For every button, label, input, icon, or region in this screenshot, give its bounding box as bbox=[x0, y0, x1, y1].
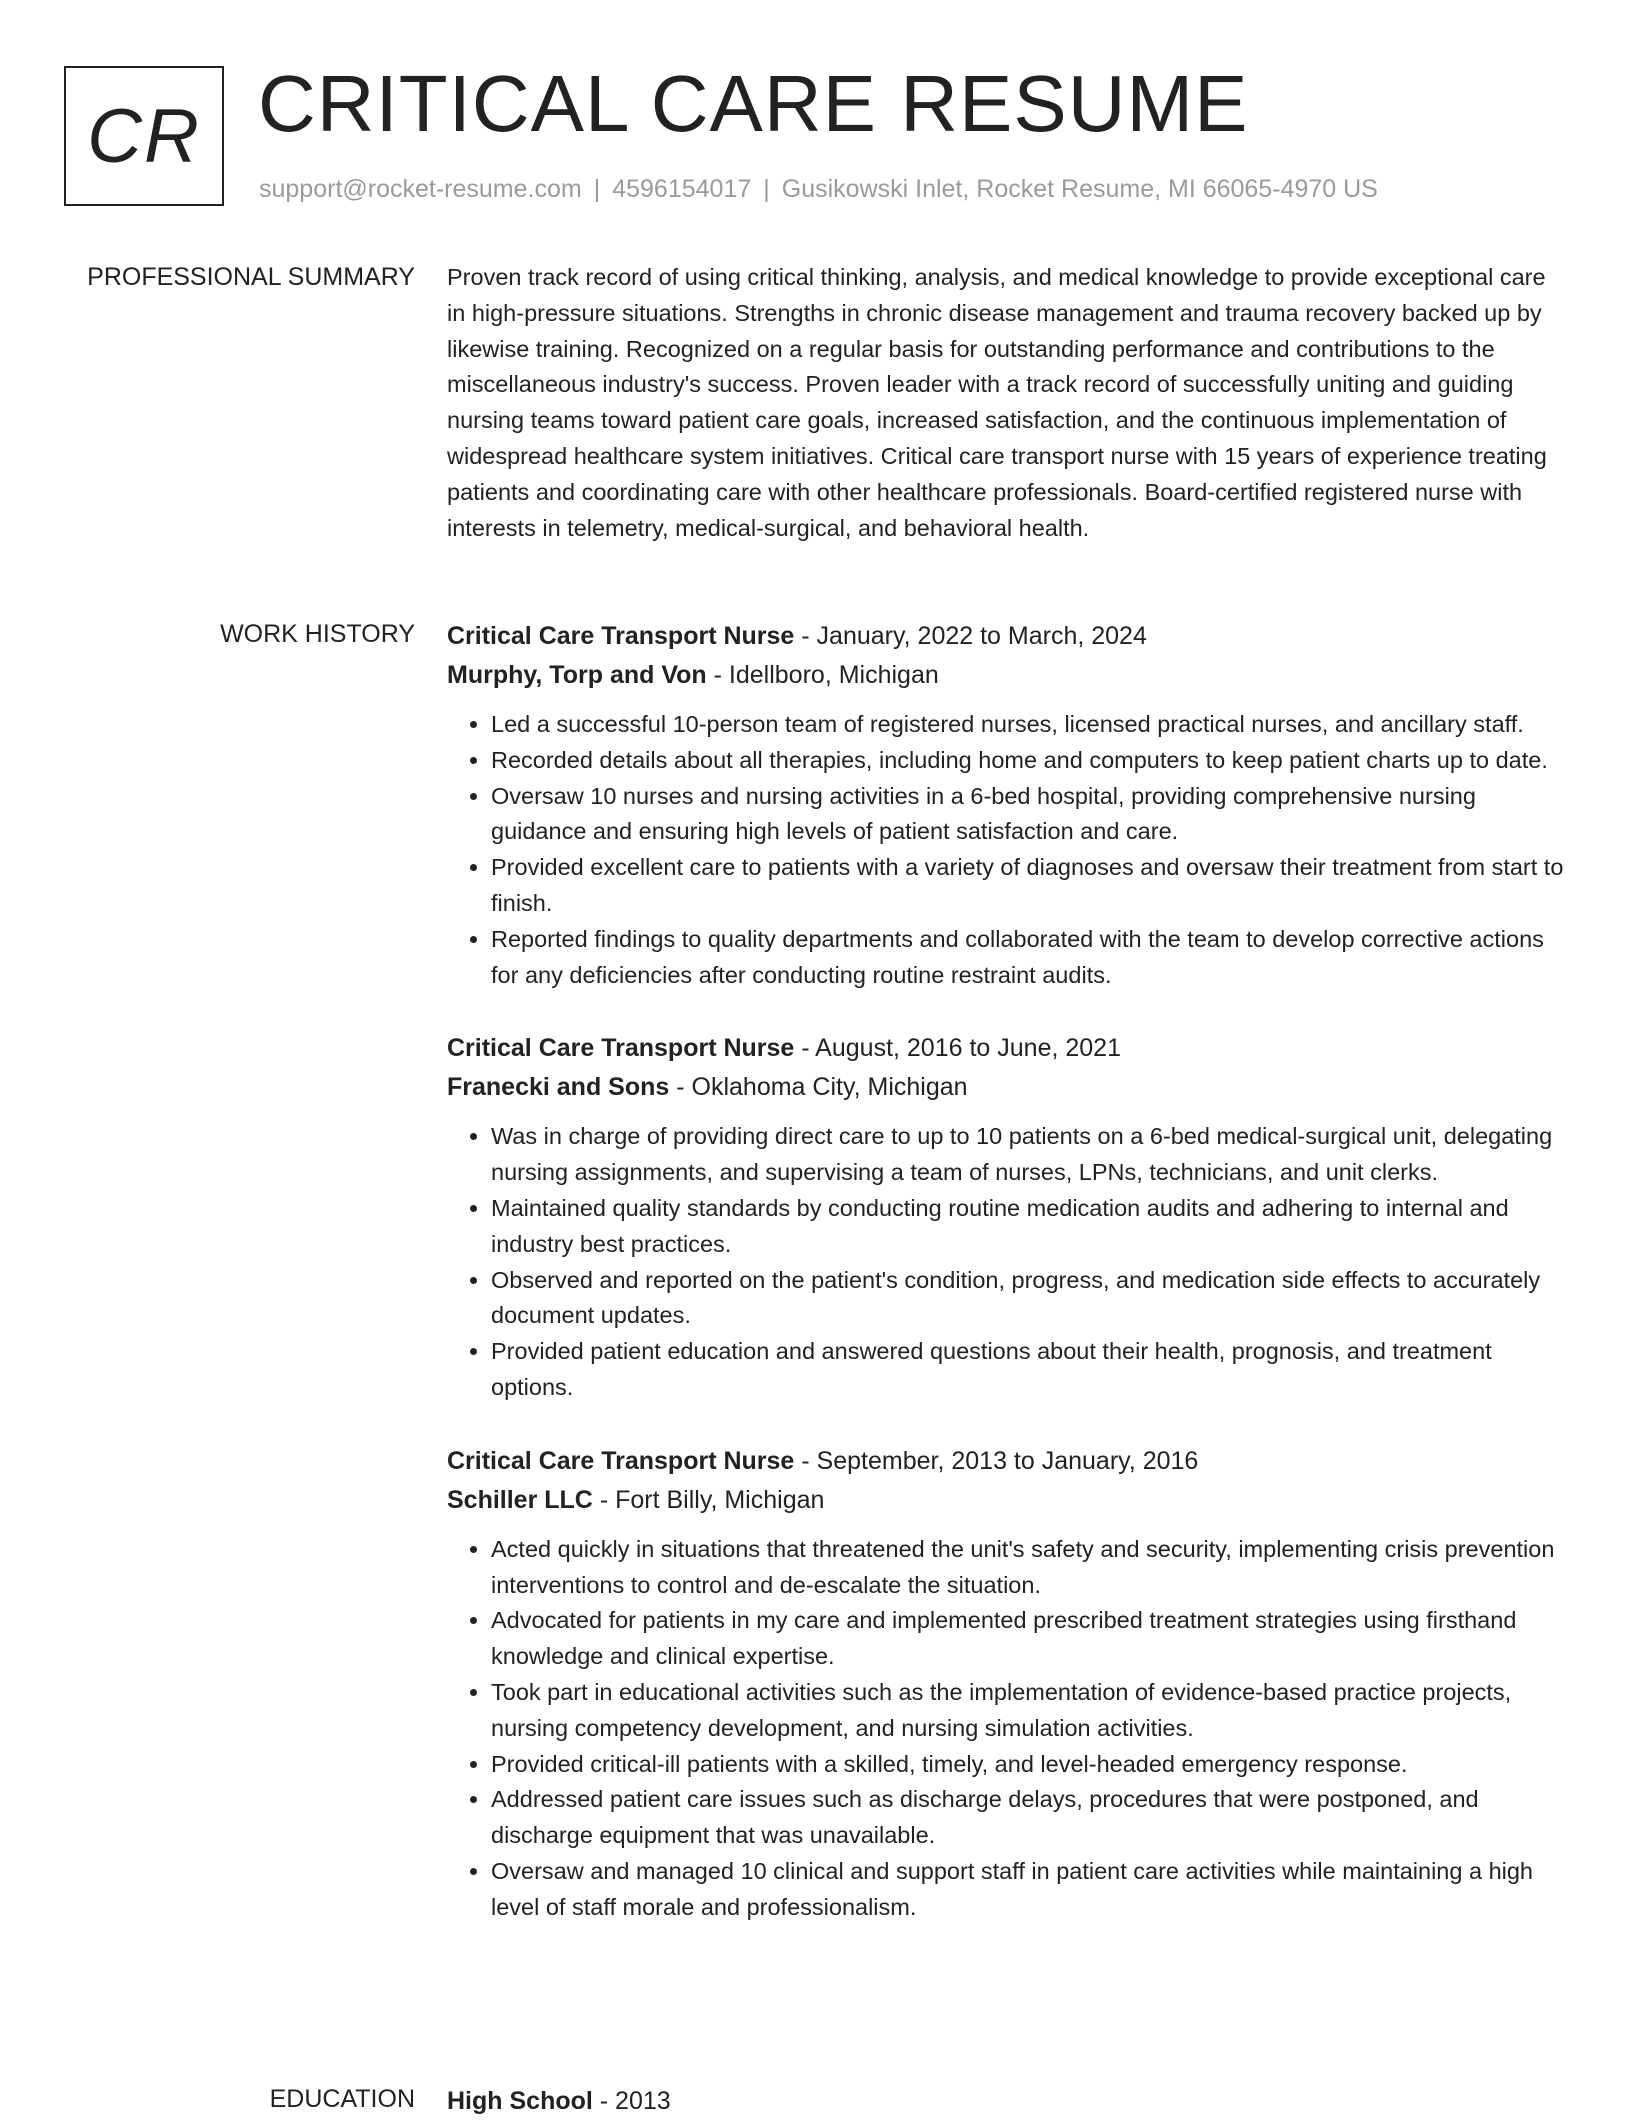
job-entry bbox=[447, 617, 1567, 993]
job-title-line bbox=[447, 1442, 1567, 1481]
contact-phone[interactable]: 4596154017 bbox=[612, 175, 752, 203]
job-entry bbox=[447, 1442, 1567, 1926]
job-company-line bbox=[447, 656, 1567, 695]
job-bullet: • Led a successful 10-person team of registered nurses, licensed practical nurses, and ancillary staff. bbox=[491, 707, 1567, 743]
job-bullet: • Provided critical-ill patients with a skilled, timely, and level-headed emergency response. bbox=[491, 1747, 1567, 1783]
job-bullet: • Maintained quality standards by conducting routine medication audits and adhering to internal and industry best practices. bbox=[491, 1191, 1567, 1263]
job-dates: - September, 2013 to January, 2016 bbox=[794, 1446, 1199, 1475]
job-location: - Oklahoma City, Michigan bbox=[669, 1073, 968, 1102]
contact-email[interactable]: support@rocket-resume.com bbox=[259, 175, 582, 203]
job-location: - Idellboro, Michigan bbox=[706, 661, 939, 689]
job-bullet: • Provided excellent care to patients with a variety of diagnoses and oversaw their treatment from start to finish. bbox=[491, 850, 1567, 922]
job-title: Critical Care Transport Nurse bbox=[447, 622, 795, 650]
monogram-logo: CR bbox=[64, 66, 224, 206]
job-dates: - January, 2022 to March, 2024 bbox=[794, 622, 1147, 650]
summary-label: PROFESSIONAL SUMMARY bbox=[87, 263, 415, 291]
job-bullet: • Provided patient education and answered questions about their health, prognosis, and treatment options. bbox=[491, 1334, 1567, 1406]
contact-separator: | bbox=[593, 175, 601, 203]
job-bullet: • Recorded details about all therapies, including home and computers to keep patient charts up to date. bbox=[491, 743, 1567, 779]
job-location: - Fort Billy, Michigan bbox=[592, 1485, 825, 1514]
job-bullet: • Was in charge of providing direct care to up to 10 patients on a 6-bed medical-surgical unit, delegating nursing assignments, and supervising a team of nurses, LPNs, technicians, and unit clerks. bbox=[491, 1119, 1567, 1191]
job-bullet: • Addressed patient care issues such as discharge delays, procedures that were postponed, and discharge equipment that was unavailable. bbox=[491, 1782, 1567, 1854]
education-content bbox=[447, 2082, 1567, 2121]
job-dates: - August, 2016 to June, 2021 bbox=[794, 1034, 1121, 1063]
job-bullet: • Observed and reported on the patient's condition, progress, and medication side effects to accurately document updates. bbox=[491, 1263, 1567, 1335]
job-bullets bbox=[447, 707, 1567, 993]
education-label: EDUCATION bbox=[269, 2085, 415, 2113]
job-company: Franecki and Sons bbox=[447, 1073, 670, 1102]
contact-line bbox=[259, 174, 1378, 204]
job-bullet: • Oversaw 10 nurses and nursing activities in a 6-bed hospital, providing comprehensive nursing guidance and ensuring high levels of patient satisfaction and care. bbox=[491, 779, 1567, 851]
job-company: Murphy, Torp and Von bbox=[447, 661, 707, 689]
contact-separator: | bbox=[763, 175, 770, 203]
job-company-line bbox=[447, 1068, 1567, 1107]
job-company: Schiller LLC bbox=[447, 1485, 593, 1514]
summary-content bbox=[447, 260, 1567, 546]
job-bullets bbox=[447, 1119, 1567, 1405]
contact-address: Gusikowski Inlet, Rocket Resume, MI 66065-4970 US bbox=[781, 175, 1378, 203]
job-bullet: • Reported findings to quality departments and collaborated with the team to develop corrective actions for any deficiencies after conducting routine restraint audits. bbox=[491, 922, 1567, 994]
job-title-line bbox=[447, 1029, 1567, 1068]
job-bullet: • Took part in educational activities such as the implementation of evidence-based practice projects, nursing competency development, and nursing simulation activities. bbox=[491, 1675, 1567, 1747]
job-bullet: • Acted quickly in situations that threatened the unit's safety and security, implementing crisis prevention interventions to control and de-escalate the situation. bbox=[491, 1532, 1567, 1604]
education-line bbox=[447, 2082, 1567, 2121]
job-bullet: • Oversaw and managed 10 clinical and support staff in patient care activities while maintaining a high level of staff morale and professionalism. bbox=[491, 1854, 1567, 1926]
job-bullet: • Advocated for patients in my care and implemented prescribed treatment strategies using firsthand knowledge and clinical expertise. bbox=[491, 1603, 1567, 1675]
job-company-line bbox=[447, 1481, 1567, 1520]
job-entry bbox=[447, 1029, 1567, 1405]
resume-title: CRITICAL CARE RESUME bbox=[258, 59, 1249, 148]
job-title: Critical Care Transport Nurse bbox=[447, 1446, 795, 1475]
job-title-line bbox=[447, 617, 1567, 656]
work-history-label: WORK HISTORY bbox=[220, 620, 415, 648]
summary-text: Proven track record of using critical thinking, analysis, and medical knowledge to provide exceptional care in high-pressure situations. Strengths in chronic disease management and trauma recovery backed up by likewise training. Recognized on a regular basis for outstanding performance and contributions to the miscellaneous industry's success. Proven leader with a track record of successfully uniting and guiding nursing teams toward patient care goals, increased satisfaction, and the continuous implementation of widespread healthcare system initiatives. Critical care transport nurse with 15 years of experience treating patients and coordinating care with other healthcare professionals. Board-certified registered nurse with interests in telemetry, medical-surgical, and behavioral health. bbox=[447, 264, 1547, 541]
work-history-content bbox=[447, 617, 1567, 1962]
job-title: Critical Care Transport Nurse bbox=[447, 1034, 795, 1063]
job-bullets bbox=[447, 1532, 1567, 1926]
education-year: - 2013 bbox=[592, 2087, 671, 2115]
education-degree: High School bbox=[447, 2087, 593, 2115]
